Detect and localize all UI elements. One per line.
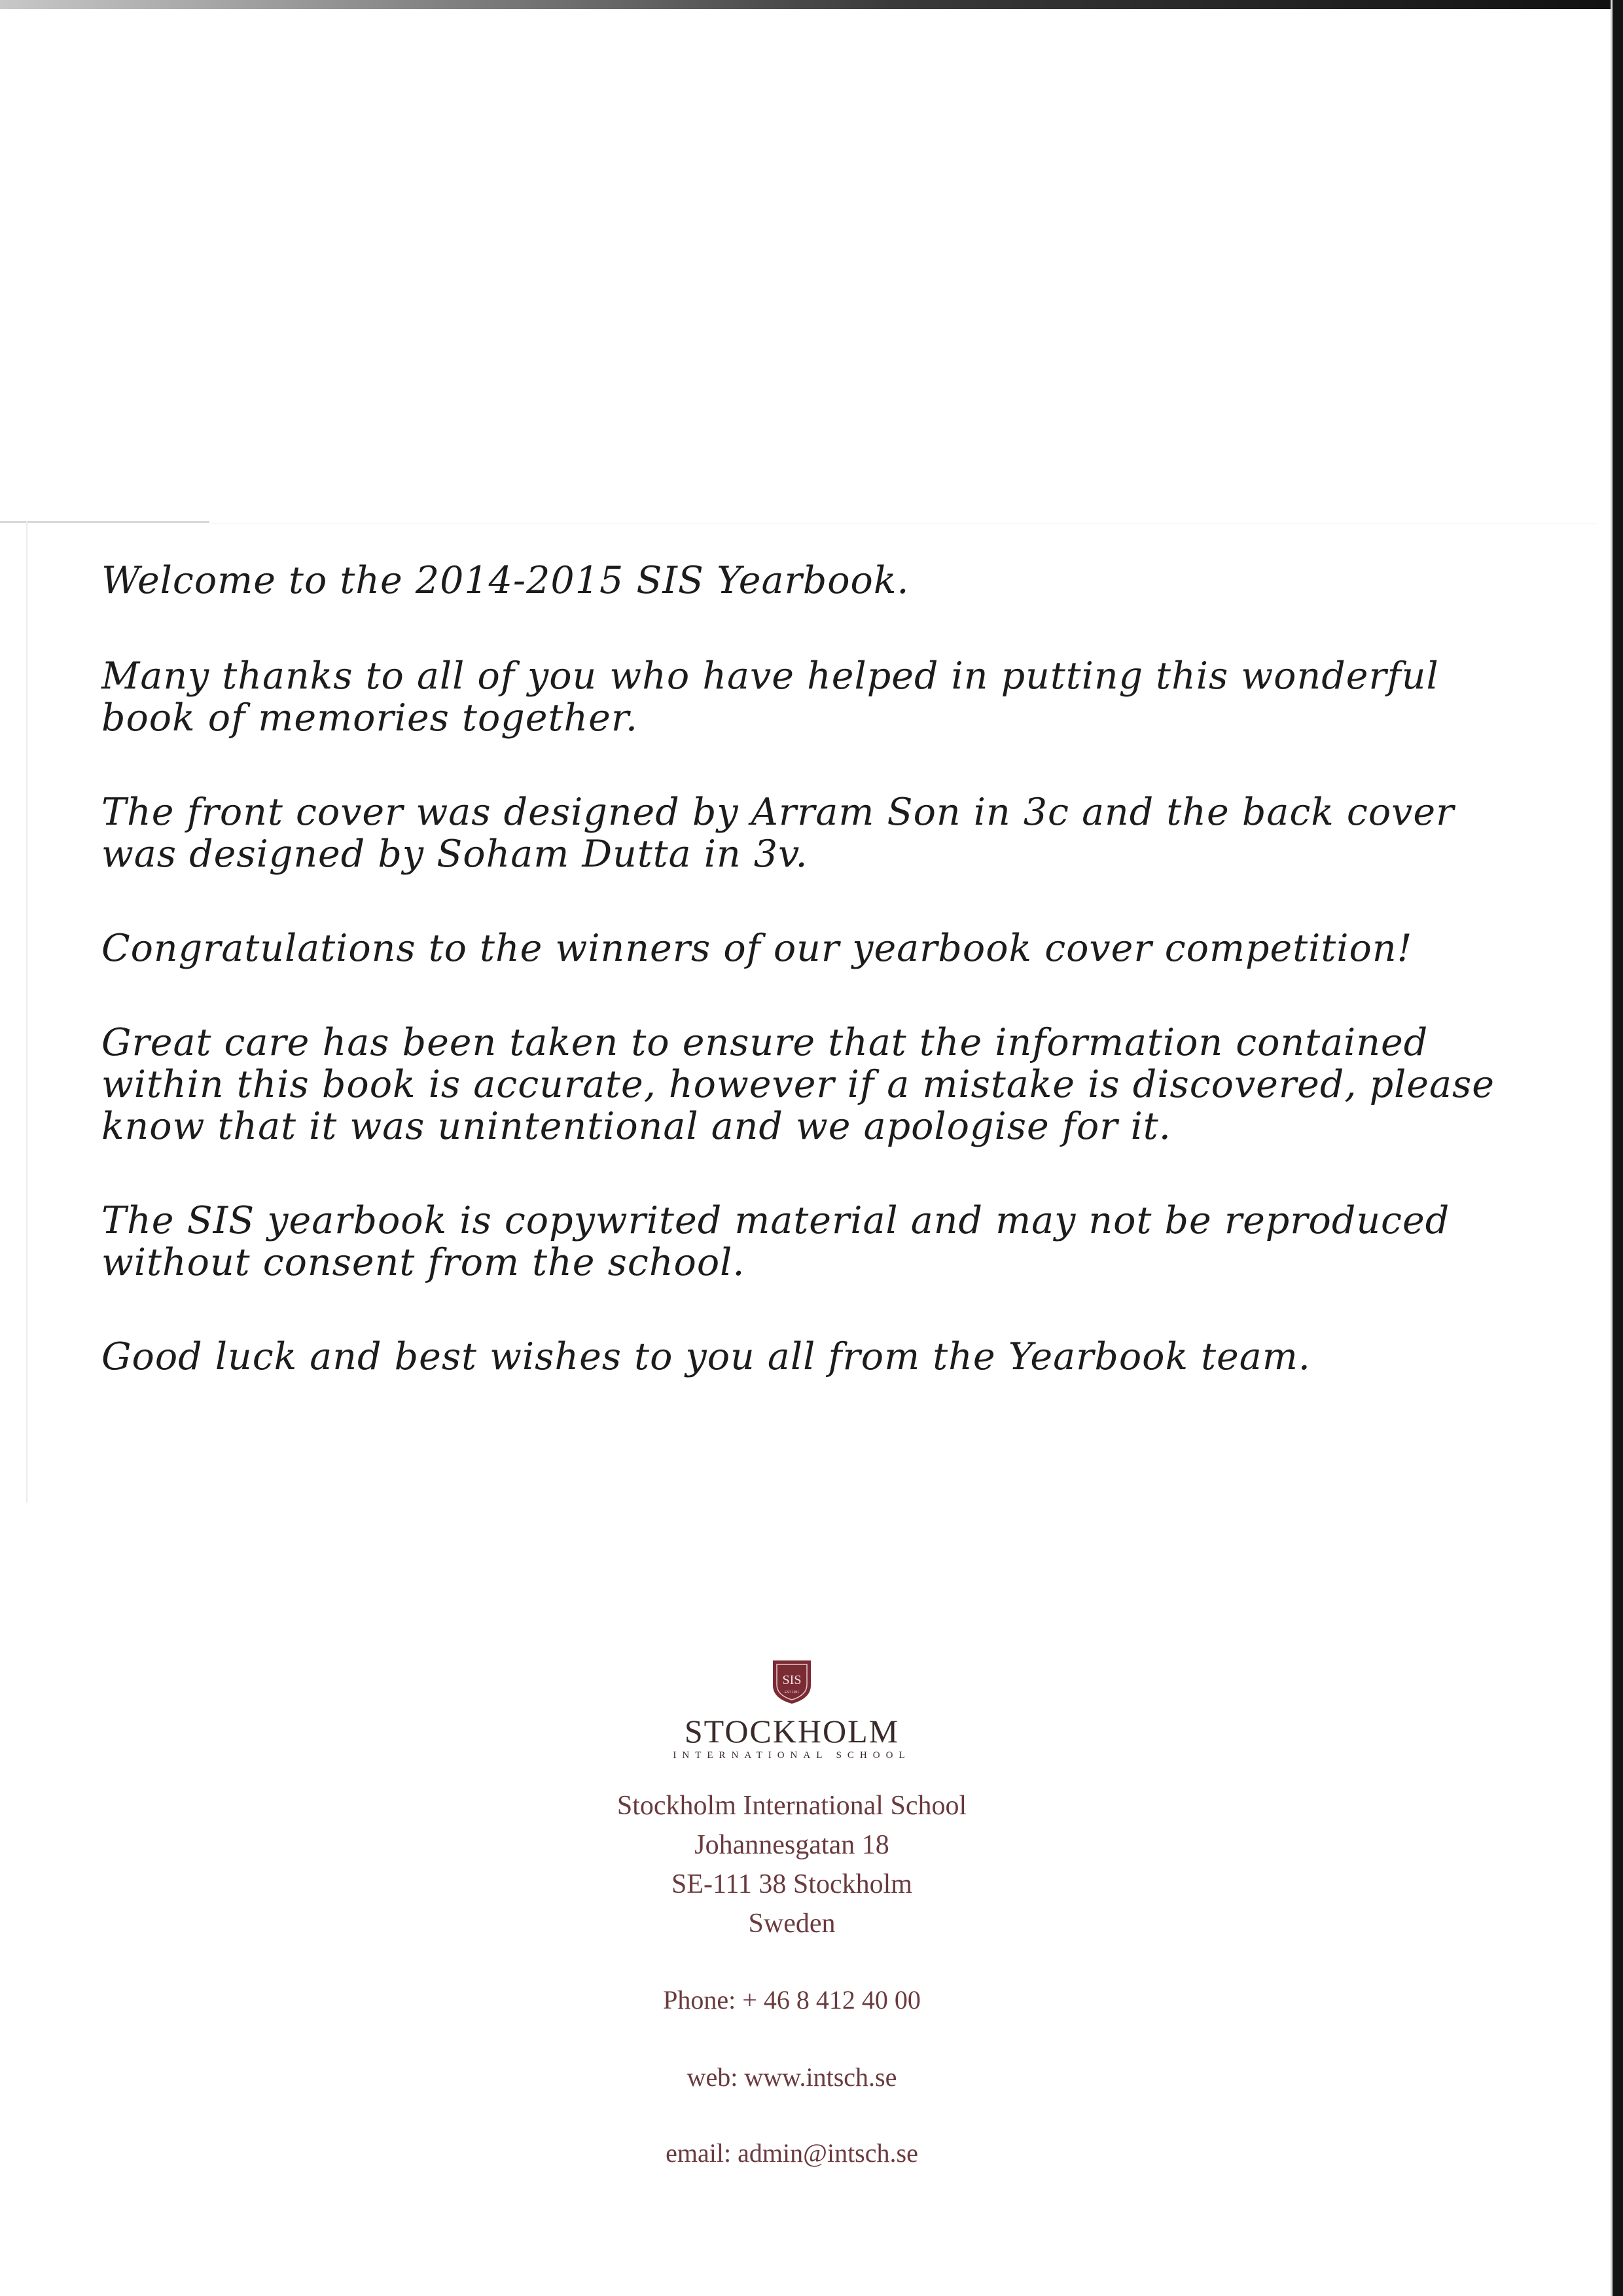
address-street: Johannesgatan 18 xyxy=(694,1830,889,1860)
fold-line-vertical xyxy=(26,521,27,1503)
svg-text:EST 1951: EST 1951 xyxy=(784,1691,800,1695)
address-name: Stockholm International School xyxy=(616,1791,967,1821)
welcome-letter xyxy=(101,560,1528,1430)
sis-crest-icon xyxy=(772,1659,812,1705)
letter-welcome: Welcome to the 2014-2015 SIS Yearbook. xyxy=(101,559,910,602)
school-address xyxy=(0,1786,1584,1943)
contact-web: web: www.intsch.se xyxy=(687,2062,897,2092)
logo-wordmark: STOCKHOLM xyxy=(684,1713,900,1749)
letter-accuracy: Great care has been taken to ensure that the information contained within this book is accurate, however if a mistake is discovered, please know that it was unintentional and we apologise for it. xyxy=(101,1021,1495,1148)
svg-text:SIS: SIS xyxy=(782,1673,802,1687)
letter-covers: The front cover was designed by Arram Son in 3c and the back cover was designed by Soham Dutta in 3v. xyxy=(101,791,1455,876)
letter-thanks: Many thanks to all of you who have helped in putting this wonderful book of memories together. xyxy=(101,655,1439,740)
letter-congrats: Congratulations to the winners of our yearbook cover competition! xyxy=(101,927,1413,970)
scan-edge-top xyxy=(0,0,1623,9)
contact-email: email: admin@intsch.se xyxy=(666,2138,918,2168)
letter-goodbye: Good luck and best wishes to you all from the Yearbook team. xyxy=(101,1335,1311,1378)
school-footer xyxy=(0,1659,1584,2170)
address-country: Sweden xyxy=(748,1909,836,1939)
address-city: SE-111 38 Stockholm xyxy=(671,1869,912,1899)
contact-phone: Phone: + 46 8 412 40 00 xyxy=(663,1985,921,2015)
fold-line xyxy=(0,521,209,523)
scan-edge-right xyxy=(1613,0,1623,2296)
letter-copyright: The SIS yearbook is copywrited material and may not be reproduced without consent from the school. xyxy=(101,1199,1450,1284)
logo-subtitle: INTERNATIONAL SCHOOL xyxy=(673,1750,911,1761)
